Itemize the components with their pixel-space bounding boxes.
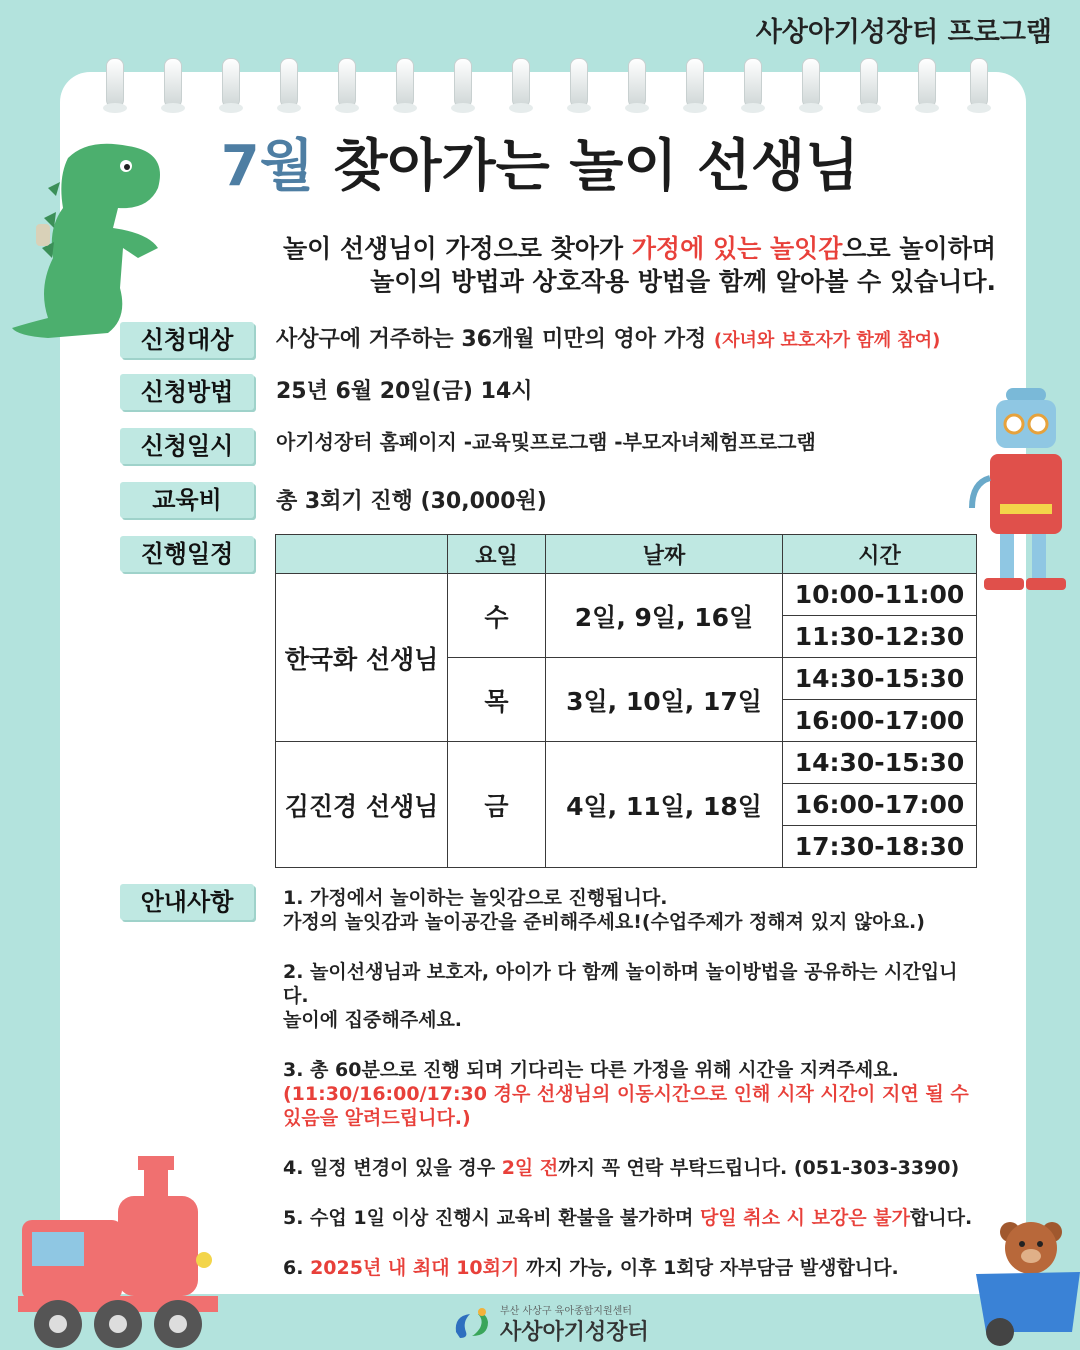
day-cell: 목	[448, 658, 546, 742]
method-value: 25년 6월 20일(금) 14시	[276, 379, 533, 404]
dates-cell: 4일, 11일, 18일	[546, 742, 783, 868]
table-row	[276, 742, 977, 784]
notice-item-6: 6. 2025년 내 최대 10회기 까지 가능, 이후 1회당 자부담금 발생합니다.	[283, 1257, 899, 1279]
notice-item-2: 2. 놀이선생님과 보호자, 아이가 다 함께 놀이하며 놀이방법을 공유하는 시간입니다. 놀이에 집중해주세요.	[283, 961, 958, 1031]
title-month: 7월	[220, 134, 314, 199]
teacher-cell: 한국화 선생님	[276, 574, 448, 742]
time-cell: 14:30-15:30	[783, 742, 977, 784]
notice-item-3: 3. 총 60분으로 진행 되며 기다리는 다른 가정을 위해 시간을 지켜주세요. (11:30/16:00/17:30 경우 선생님의 이동시간으로 인해 시작 시간이 지연 될 수 있음을 알려드립니다.)	[283, 1059, 969, 1129]
target-label: 신청대상	[120, 322, 254, 358]
intro-line-2: 놀이의 방법과 상호작용 방법을 함께 알아볼 수 있습니다.	[370, 267, 996, 296]
dates-cell: 3일, 10일, 17일	[546, 658, 783, 742]
schedule-table	[275, 534, 977, 868]
table-row	[276, 574, 977, 616]
time-cell: 10:00-11:00	[783, 574, 977, 616]
intro-text	[283, 232, 996, 298]
table-header: 요일	[448, 535, 546, 574]
robot-icon	[966, 388, 1078, 610]
footer-logo	[452, 1302, 649, 1346]
intro-line-1: 놀이 선생님이 가정으로 찾아가 가정에 있는 놀잇감으로 놀이하며	[283, 234, 996, 263]
time-cell: 11:30-12:30	[783, 616, 977, 658]
teacher-cell: 김진경 선생님	[276, 742, 448, 868]
time-cell: 16:00-17:00	[783, 784, 977, 826]
notice-item-1: 1. 가정에서 놀이하는 놀잇감으로 진행됩니다. 가정의 놀잇감과 놀이공간을 준비해주세요!(수업주제가 정해져 있지 않아요.)	[283, 887, 925, 933]
top-label: 사상아기성장터 프로그램	[755, 17, 1052, 48]
table-header	[276, 535, 448, 574]
time-cell: 17:30-18:30	[783, 826, 977, 868]
title-text: 찾아가는 놀이 선생님	[313, 134, 860, 199]
date-label: 신청일시	[120, 428, 254, 464]
logo-icon	[452, 1306, 492, 1342]
day-cell: 수	[448, 574, 546, 658]
table-header-row	[276, 535, 977, 574]
time-cell: 16:00-17:00	[783, 700, 977, 742]
schedule-label: 진행일정	[120, 536, 254, 572]
notice-label: 안내사항	[120, 884, 254, 920]
fee-label: 교육비	[120, 482, 254, 518]
time-cell: 14:30-15:30	[783, 658, 977, 700]
notice-item-5: 5. 수업 1일 이상 진행시 교육비 환불을 불가하며 당일 취소 시 보강은 불가합니다.	[283, 1207, 973, 1229]
footer-main: 사상아기성장터	[500, 1320, 649, 1345]
notice-list	[283, 886, 983, 1306]
teddy-bear-cart-icon	[972, 1214, 1080, 1350]
target-value: 사상구에 거주하는 36개월 미만의 영아 가정 (자녀와 보호자가 함께 참여)	[276, 327, 941, 352]
footer-sub: 부산 사상구 육아종합지원센터	[500, 1306, 632, 1317]
table-header: 날짜	[546, 535, 783, 574]
day-cell: 금	[448, 742, 546, 868]
fee-value: 총 3회기 진행 (30,000원)	[276, 489, 547, 514]
table-header: 시간	[783, 535, 977, 574]
train-icon	[18, 1156, 230, 1350]
dates-cell: 2일, 9일, 16일	[546, 574, 783, 658]
page-title	[0, 122, 1080, 202]
notice-item-4: 4. 일정 변경이 있을 경우 2일 전까지 꼭 연락 부탁드립니다. (051-303-3390)	[283, 1157, 960, 1179]
method-label: 신청방법	[120, 374, 254, 410]
date-value: 아기성장터 홈페이지 -교육및프로그램 -부모자녀체험프로그램	[276, 430, 816, 454]
